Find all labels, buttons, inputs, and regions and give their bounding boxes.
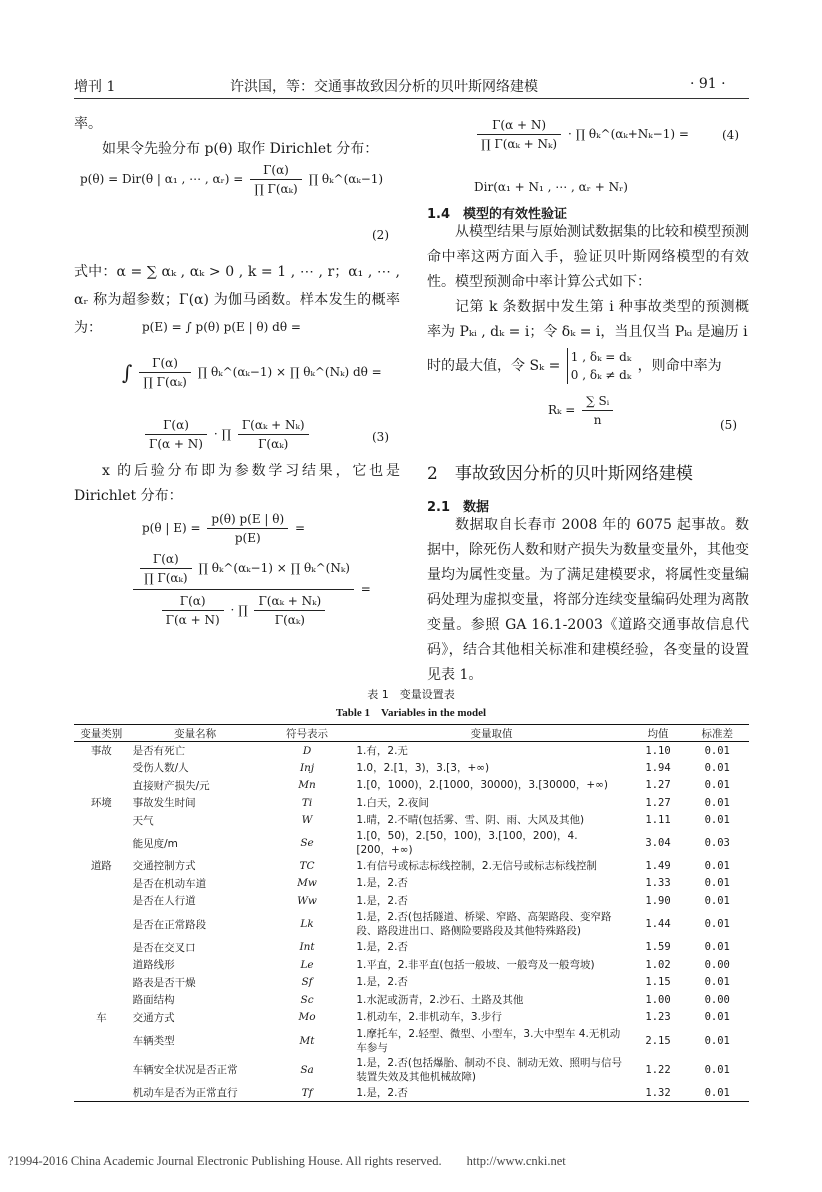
eq3-den-a: ∏ Γ(αₖ): [143, 375, 187, 389]
eq3-num-a: Γ(α): [139, 356, 191, 373]
cell-category: 车: [96, 1011, 107, 1024]
table-body: [74, 742, 749, 1102]
cell-values: 1.摩托车，2.轻型、微型、小型车，3.大中型车 4.无机动车参与: [356, 1027, 621, 1054]
cell-symbol: Mo: [298, 1011, 316, 1024]
eq4r-fraction: [477, 118, 561, 151]
cell-symbol: W: [301, 814, 313, 827]
eq4-right-line2: Dir(α₁ + N₁ , ⋯ , αᵣ + Nᵣ): [474, 180, 628, 194]
table-row: [74, 974, 749, 992]
cell-values: 1.是，2.否(包括隧道、桥梁、窄路、高架路段、变窄路段、路段进出口、路侧险要路段及其他特殊路段): [356, 911, 612, 937]
eq4-inner-den-b: Γ(α + N): [165, 613, 220, 627]
eq4-line1: [142, 512, 305, 545]
eq5-denominator: n: [593, 413, 602, 427]
eq4-fraction-a: [207, 512, 288, 545]
table-row: [74, 777, 749, 795]
cell-category: [74, 829, 129, 857]
eq4-den-a: p(E): [234, 531, 261, 545]
eq3-den-c: Γ(αₖ): [258, 437, 289, 451]
cell-std: 0.01: [704, 1011, 730, 1024]
case-one: 1 , δₖ = dₖ: [570, 350, 632, 364]
cell-std: 0.01: [704, 976, 730, 989]
cell-mean: 1.27: [645, 779, 671, 792]
eq3-fraction-c: [238, 418, 309, 451]
cell-symbol: Sa: [300, 1063, 314, 1076]
table-row: [74, 829, 749, 857]
table-caption-cn: 表 1 变量设置表: [367, 688, 455, 701]
cell-name: 是否在机动车道: [132, 877, 207, 890]
paragraph-prior: 如果令先验分布 p(θ) 取作 Dirichlet 分布：: [102, 141, 379, 157]
eq4r-numerator: Γ(α + N): [477, 118, 561, 135]
cell-symbol: Le: [300, 958, 314, 971]
hit-rate-line: [427, 348, 722, 384]
eq3-line2: [122, 356, 382, 389]
cell-mean: 1.00: [645, 993, 671, 1006]
cell-mean: 2.15: [645, 1034, 671, 1047]
cell-values: 1.是，2.否: [356, 1086, 408, 1099]
cell-std: 0.01: [704, 941, 730, 954]
cell-mean: 1.32: [645, 1086, 671, 1099]
cell-category: [74, 759, 129, 777]
cell-name: 交通控制方式: [132, 860, 196, 873]
cell-category: [74, 777, 129, 795]
cell-std: 0.03: [704, 837, 730, 849]
eq2-product: ∏ θₖ^(αₖ−1): [308, 172, 384, 186]
section-2-1-title: 2.1 数据: [427, 500, 490, 515]
eq4-equals-a: =: [295, 521, 306, 535]
cell-symbol: Inj: [299, 761, 315, 774]
eq5-number: (5): [720, 418, 737, 432]
eq4-big-numerator: [133, 552, 354, 590]
cell-symbol: Sf: [301, 976, 313, 989]
th-symbol: 符号表示: [286, 727, 329, 740]
eq5-numerator: ∑ Sᵢ: [582, 394, 613, 411]
eq3-num-c: Γ(αₖ + Nₖ): [238, 418, 309, 435]
eq4-inner-num-c: Γ(αₖ + Nₖ): [254, 594, 325, 611]
cell-std: 0.01: [704, 796, 730, 809]
cell-values: 1.白天，2.夜间: [356, 796, 429, 809]
case-two: 0 , δₖ ≠ dₖ: [570, 368, 632, 382]
table-row: [74, 794, 749, 812]
cell-mean: 1.11: [645, 814, 671, 827]
cell-values: 1.是，2.否(包括爆胎、制动不良、制动无效、照明与信号装置失效及其他机械故障): [356, 1056, 623, 1083]
cell-name: 是否有死亡: [132, 745, 186, 757]
cell-name: 直接财产损失/元: [132, 779, 210, 792]
cell-mean: 1.02: [645, 958, 671, 971]
eq4-right-line1: [474, 118, 689, 151]
cell-symbol: Tf: [301, 1086, 313, 1099]
cell-values: 1.[0，1000)，2.[1000，30000)，3.[30000，+∞): [356, 779, 608, 792]
cell-mean: 1.49: [645, 859, 671, 872]
cell-category: [74, 1026, 129, 1055]
cell-std: 0.01: [704, 918, 730, 930]
cell-symbol: D: [302, 744, 312, 757]
table-row: [74, 991, 749, 1009]
eq3-num-b: Γ(α): [145, 418, 207, 435]
cell-symbol: Mt: [299, 1034, 315, 1047]
eq4r-tail: · ∏ θₖ^(αₖ+Nₖ−1) =: [567, 127, 689, 141]
eq3-line1: p(E) = ∫ p(θ) p(E | θ) dθ =: [142, 320, 301, 334]
eq4-inner-frac-b: [162, 594, 224, 627]
cell-mean: 1.23: [645, 1011, 671, 1024]
th-category: 变量类别: [80, 727, 123, 740]
cell-values: 1.有信号或标志标线控制，2.无信号或标志标线控制: [356, 859, 597, 872]
piecewise-cases: [567, 348, 631, 384]
cell-mean: 1.90: [645, 894, 671, 907]
cell-symbol: Se: [300, 837, 314, 849]
paragraph-data: 数据取自长春市 2008 年的 6075 起事故。数据中，除死伤人数和财产损失为数量变量外，其他变量均为属性变量。为了满足建模要求，将属性变量编码处理为虚拟变量，将部分连续变量编码处理为离散变量。参照 GA 16.1-2003《道路交通事故信息代码》，结合其他相关标准和建模经验，各变量的设置见表 1。: [427, 517, 749, 683]
eq4-big-denominator: [133, 590, 354, 627]
cell-values: 1.是，2.否: [356, 976, 408, 989]
cell-category: 环境: [90, 797, 112, 810]
cell-category: [74, 910, 129, 939]
eq3-fraction-a: [139, 356, 191, 389]
header-rule: [74, 98, 749, 99]
eq4-inner-num-a: Γ(α): [140, 552, 192, 569]
eq3-fraction-b: [145, 418, 207, 451]
cell-symbol: Lk: [300, 918, 314, 930]
table-row: [74, 1026, 749, 1055]
eq4-inner-num-b: Γ(α): [162, 594, 224, 611]
eq4-big-frac: [133, 552, 354, 627]
eq3-prod-sign: · ∏: [213, 427, 231, 441]
cell-category: [74, 956, 129, 974]
eq3-line3: [142, 418, 312, 451]
eq4-equals-b: =: [360, 582, 371, 596]
cell-category: [74, 1055, 129, 1084]
eq4-inner-prod: · ∏: [230, 603, 248, 617]
left-column: [74, 112, 400, 162]
section-1-4-title: 1.4 模型的有效性验证: [427, 207, 568, 222]
cell-name: 是否在人行道: [132, 895, 196, 908]
cell-mean: 1.10: [645, 744, 671, 757]
cell-name: 车辆类型: [132, 1035, 175, 1047]
cell-std: 0.01: [704, 761, 730, 774]
paragraph-record: 记第 k 条数据中发生第 i 种事故类型的预测概率为 Pₖᵢ , dₖ = i；令 δₖ = i，当且仅当 Pₖᵢ 是遍历 i: [427, 299, 749, 340]
cell-mean: 1.22: [645, 1063, 671, 1076]
cell-symbol: Ti: [301, 796, 313, 809]
cell-category: 事故: [90, 745, 112, 757]
paragraph-where: 式中：α = ∑ αₖ , αₖ > 0 , k = 1 , ⋯ , r；α₁ , ⋯ , αᵣ 称为超参数；Γ(α) 为伽马函数。样本发生的概率为：: [74, 264, 400, 336]
table-row: [74, 875, 749, 893]
cell-name: 受伤人数/人: [132, 762, 189, 775]
cell-symbol: Int: [299, 941, 315, 954]
cell-values: 1.晴，2.不晴(包括雾、雪、阴、雨、大风及其他): [356, 814, 585, 827]
cell-name: 路表是否干燥: [132, 976, 196, 989]
running-header-left: 增刊 1: [74, 79, 116, 95]
cell-std: 0.01: [704, 779, 730, 792]
eq3-product-a: ∏ θₖ^(αₖ−1) × ∏ θₖ^(Nₖ) dθ =: [197, 365, 382, 379]
variables-table-wrap: [74, 724, 749, 1102]
eq3-den-b: Γ(α + N): [149, 437, 203, 451]
equation-5: [548, 394, 616, 427]
page-number: · 91 ·: [690, 76, 726, 92]
cell-values: 1.是，2.否: [356, 894, 408, 907]
cell-name: 事故发生时间: [132, 797, 196, 810]
cell-mean: 1.33: [645, 877, 671, 890]
cell-values: 1.水泥或沥青，2.沙石、土路及其他: [356, 993, 524, 1006]
cell-values: 1.是，2.否: [356, 877, 408, 890]
cell-name: 道路线形: [132, 959, 175, 972]
eq2-numerator: Γ(α): [250, 163, 302, 180]
posterior-paragraph: [74, 459, 400, 509]
cell-name: 车辆安全状况是否正常: [132, 1064, 238, 1076]
cell-category: [74, 812, 129, 830]
section-2-title: 2 事故致因分析的贝叶斯网络建模: [427, 464, 693, 484]
cell-symbol: Sc: [300, 993, 314, 1006]
eq4-big-fraction: [130, 552, 371, 627]
copyright-footer: ?1994-2016 China Academic Journal Electronic Publishing House. All rights reserved. http://www.cnki.net: [8, 1154, 566, 1168]
hit-rate-suffix: ，则命中率为: [637, 358, 722, 374]
cell-category: [74, 991, 129, 1009]
cell-mean: 1.94: [645, 761, 671, 774]
eq4-num-a: p(θ) p(E | θ): [207, 512, 288, 529]
paragraph-posterior: x 的后验分布即为参数学习结果，它也是 Dirichlet 分布：: [74, 463, 400, 504]
eq2-fraction: [250, 163, 302, 196]
verify-block: [427, 220, 749, 345]
cell-std: 0.01: [704, 894, 730, 907]
cell-name: 路面结构: [132, 994, 175, 1007]
table-row: [74, 1084, 749, 1102]
cell-symbol: Mn: [298, 779, 316, 792]
eq4r-denominator: ∏ Γ(αₖ + Nₖ): [481, 137, 558, 151]
eq2-number: (2): [372, 228, 389, 242]
table-row: [74, 892, 749, 910]
cell-category: [74, 974, 129, 992]
table-row: [74, 742, 749, 760]
eq4-inner-frac-a: [140, 552, 192, 585]
th-values: 变量取值: [470, 727, 513, 740]
cell-std: 0.01: [704, 1086, 730, 1099]
th-name: 变量名称: [174, 727, 217, 740]
cell-name: 是否在正常路段: [132, 918, 207, 931]
eq4-inner-tail-a: ∏ θₖ^(αₖ−1) × ∏ θₖ^(Nₖ): [198, 561, 350, 575]
cell-std: 0.01: [704, 877, 730, 890]
table-row: [74, 857, 749, 875]
cell-values: 1.机动车，2.非机动车，3.步行: [356, 1011, 502, 1024]
cell-std: 0.01: [704, 859, 730, 872]
table-caption-en: Table 1 Variables in the model: [335, 707, 487, 719]
table-row: [74, 956, 749, 974]
table-row: [74, 939, 749, 957]
cell-std: 0.01: [704, 814, 730, 827]
cell-name: 交通方式: [132, 1011, 175, 1024]
cell-category: [74, 875, 129, 893]
cell-category: 道路: [90, 860, 112, 873]
running-header-title: 许洪国，等：交通事故致因分析的贝叶斯网络建模: [230, 79, 538, 95]
cell-std: 0.00: [704, 958, 730, 971]
cell-values: 1.[0，50)，2.[50，100)，3.[100，200)，4.[200，+∞): [356, 830, 578, 856]
cell-std: 0.01: [704, 1034, 730, 1047]
eq4-lhs: p(θ | E) =: [142, 521, 205, 535]
eq2-denominator: ∏ Γ(αₖ): [254, 182, 298, 196]
hit-rate-prefix: 时的最大值，令 Sₖ =: [427, 358, 561, 374]
cell-mean: 1.27: [645, 796, 671, 809]
cell-mean: 1.15: [645, 976, 671, 989]
cell-mean: 1.44: [645, 918, 671, 930]
cell-std: 0.00: [704, 993, 730, 1006]
eq4-number: (4): [722, 128, 739, 142]
cell-symbol: Ww: [297, 894, 317, 907]
eq4-inner-den-a: ∏ Γ(αₖ): [144, 571, 188, 585]
table-row: [74, 812, 749, 830]
cell-values: 1.0，2.[1，3)，3.[3，+∞): [356, 761, 490, 774]
integral-sign: ∫: [122, 360, 133, 385]
cell-name: 能见度/m: [132, 837, 178, 850]
cell-name: 机动车是否为正常直行: [132, 1087, 238, 1099]
cell-mean: 3.04: [645, 837, 671, 849]
eq4-inner-den-c: Γ(αₖ): [274, 613, 305, 627]
cell-std: 0.01: [704, 744, 730, 757]
paragraph-continued: 率。: [74, 116, 102, 132]
table-row: [74, 1009, 749, 1027]
cell-symbol: TC: [299, 859, 315, 872]
cell-name: 天气: [132, 814, 154, 827]
equation-2: [80, 163, 383, 196]
cell-values: 1.平直，2.非平直(包括一般坡、一般弯及一般弯坡): [356, 958, 595, 971]
cell-category: [74, 892, 129, 910]
eq5-lhs: Rₖ =: [548, 403, 576, 417]
cell-category: [74, 1084, 129, 1102]
cell-name: 是否在交叉口: [132, 941, 196, 954]
table-header-row: [74, 725, 749, 742]
eq5-fraction: [582, 394, 613, 427]
cell-symbol: Mw: [297, 877, 317, 890]
paragraph-verify: 从模型结果与原始测试数据集的比较和模型预测命中率这两方面入手，验证贝叶斯网络模型的有效性。模型预测命中率计算公式如下：: [427, 224, 749, 290]
cell-values: 1.是，2.否: [356, 941, 408, 954]
cell-category: [74, 939, 129, 957]
cell-mean: 1.59: [645, 941, 671, 954]
table-row: [74, 910, 749, 939]
th-std: 标准差: [701, 727, 733, 740]
table-row: [74, 1055, 749, 1084]
eq3-number: (3): [372, 430, 389, 444]
th-mean: 均值: [647, 727, 669, 740]
table-row: [74, 759, 749, 777]
data-block: [427, 513, 749, 688]
eq2-lhs: p(θ) = Dir(θ | α₁ , ⋯ , αᵣ) =: [80, 172, 244, 186]
variables-table: [74, 724, 749, 1102]
cell-std: 0.01: [704, 1063, 730, 1076]
cell-values: 1.有，2.无: [356, 744, 408, 757]
eq4-inner-frac-c: [254, 594, 325, 627]
